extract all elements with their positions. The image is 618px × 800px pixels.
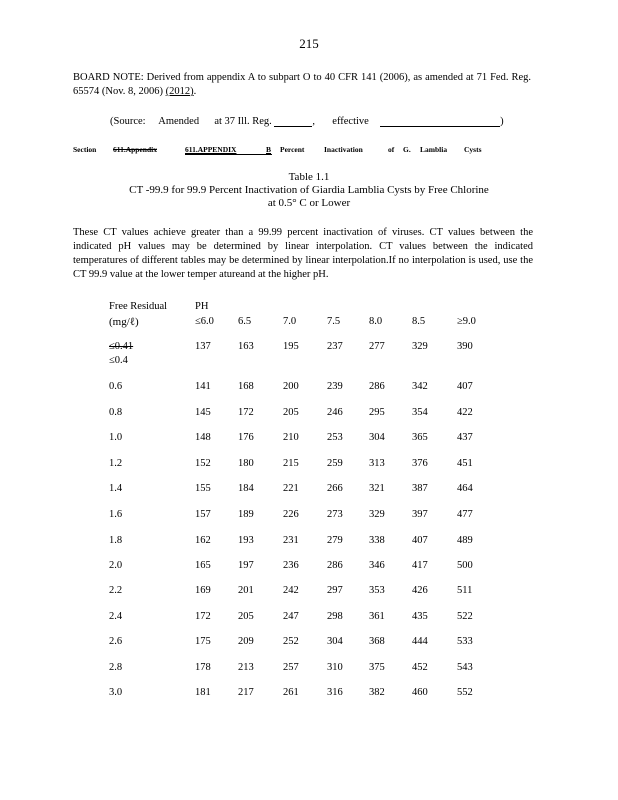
table-cell: 213 [238,662,254,673]
table-cell: 231 [283,535,299,546]
table-condition: at 0.5° C or Lower [267,197,351,209]
table-cell: 417 [412,560,428,571]
board-note-year: (2012) [165,86,194,97]
row-label: 1.2 [109,458,123,469]
register-page-blank [274,115,312,127]
table-cell: 168 [238,381,254,392]
table-cell: 197 [238,560,254,571]
table-cell: 221 [283,483,299,494]
board-note [73,71,531,99]
table-cell: 195 [283,341,299,352]
row-label: 0.8 [109,407,123,418]
table-cell: 181 [195,687,211,698]
row-label: 2.2 [109,585,123,596]
table-cell: 375 [369,662,385,673]
table-cell: 175 [195,636,211,647]
table-cell: 342 [412,381,428,392]
table-cell: 279 [327,535,343,546]
table-cell: 500 [457,560,473,571]
table-cell: 407 [457,381,473,392]
table-cell: 217 [238,687,254,698]
table-cell: 169 [195,585,211,596]
table-cell: 376 [412,458,428,469]
table-cell: 157 [195,509,211,520]
table-cell: 266 [327,483,343,494]
table-cell: 533 [457,636,473,647]
table-cell: 304 [369,432,385,443]
source-comma: , [312,116,316,127]
table-cell: 165 [195,560,211,571]
table-cell: 452 [412,662,428,673]
table-cell: 137 [195,341,211,352]
table-cell: 152 [195,458,211,469]
table-cell: 239 [327,381,343,392]
header-residual: Free Residual [109,301,168,312]
appendix-letter: B [266,145,272,154]
intro-paragraph: These CT values achieve greater than a 99.99 percent inactivation of viruses. CT values between the indicated pH values may be determined by linear interpolation. CT values between the indicated temperatures of different tables may be determined by linear interpolation.If no interpolation is used, use the CT 99.9 value at the lower temper atureand at the higher pH. [73,227,533,280]
table-cell: 286 [369,381,385,392]
table-cell: 316 [327,687,343,698]
table-cell: 298 [327,611,343,622]
row-label: 2.0 [109,560,123,571]
row-label: 1.0 [109,432,123,443]
table-cell: 176 [238,432,254,443]
table-cell: 437 [457,432,473,443]
table-cell: 361 [369,611,385,622]
table-cell: 295 [369,407,385,418]
row-label-old: ≤0.41 [109,341,134,352]
table-title: CT -99.9 for 99.9 Percent Inactivation of Giardia Lamblia Cysts by Free Chlorine [129,184,489,196]
ph-column-header: 7.0 [283,316,297,327]
table-cell: 261 [283,687,299,698]
ph-column-header: 8.0 [369,316,383,327]
row-label: 2.8 [109,662,123,673]
source-amended: Amended [158,116,200,127]
section-inactivation: Inactivation [324,145,363,154]
old-appendix-label: 611.Appendix [113,145,157,154]
table-cell: 273 [327,509,343,520]
section-word: Section [73,145,97,154]
section-cysts: Cysts [464,145,482,154]
table-cell: 313 [369,458,385,469]
table-cell: 489 [457,535,473,546]
table-cell: 543 [457,662,473,673]
source-close: ) [500,116,504,127]
row-label-new: ≤0.4 [109,355,128,366]
table-cell: 277 [369,341,385,352]
table-cell: 242 [283,585,299,596]
row-label: 3.0 [109,687,123,698]
table-cell: 304 [327,636,343,647]
row-label: 2.4 [109,611,123,622]
table-cell: 368 [369,636,385,647]
table-cell: 382 [369,687,385,698]
table-cell: 193 [238,535,254,546]
table-cell: 180 [238,458,254,469]
table-label: Table 1.1 [288,171,330,183]
table-cell: 460 [412,687,428,698]
table-cell: 205 [238,611,254,622]
section-of: of [388,145,395,154]
table-cell: 247 [283,611,299,622]
table-cell: 246 [327,407,343,418]
table-cell: 162 [195,535,211,546]
table-cell: 444 [412,636,428,647]
table-cell: 354 [412,407,428,418]
table-cell: 329 [412,341,428,352]
table-cell: 387 [412,483,428,494]
table-cell: 353 [369,585,385,596]
board-note-end: . [193,86,197,97]
table-cell: 209 [238,636,254,647]
table-cell: 422 [457,407,473,418]
table-cell: 189 [238,509,254,520]
table-cell: 451 [457,458,473,469]
ph-column-header: ≤6.0 [195,316,214,327]
ph-column-header: ≥9.0 [457,316,476,327]
row-label: 1.4 [109,483,123,494]
table-cell: 226 [283,509,299,520]
row-label: 1.6 [109,509,123,520]
header-ph: PH [195,301,209,312]
table-cell: 210 [283,432,299,443]
table-cell: 141 [195,381,211,392]
section-percent: Percent [280,145,305,154]
table-cell: 464 [457,483,473,494]
table-cell: 286 [327,560,343,571]
table-cell: 257 [283,662,299,673]
source-open: (Source: [110,116,146,127]
table-cell: 201 [238,585,254,596]
table-cell: 338 [369,535,385,546]
table-cell: 522 [457,611,473,622]
table-cell: 365 [412,432,428,443]
table-cell: 184 [238,483,254,494]
table-cell: 552 [457,687,473,698]
table-cell: 435 [412,611,428,622]
board-note-text: BOARD NOTE: Derived from appendix A to subpart O to 40 CFR 141 (2006), as amended at 71 Fed. Reg. 65574 (Nov. 8, 2006) [73,72,531,97]
table-cell: 329 [369,509,385,520]
table-cell: 215 [283,458,299,469]
source-register: at 37 Ill. Reg. [214,116,272,127]
ph-column-header: 6.5 [238,316,252,327]
table-cell: 346 [369,560,385,571]
appendix-underline [185,154,272,155]
row-label: 2.6 [109,636,123,647]
table-cell: 200 [283,381,299,392]
ph-column-header: 7.5 [327,316,341,327]
section-g: G. [403,145,411,154]
source-effective: effective [332,116,369,127]
table-cell: 310 [327,662,343,673]
table-cell: 390 [457,341,473,352]
header-unit: (mg/ℓ) [109,316,139,328]
row-label: 0.6 [109,381,123,392]
ph-column-header: 8.5 [412,316,426,327]
table-cell: 259 [327,458,343,469]
table-cell: 148 [195,432,211,443]
new-appendix-label: 611.APPENDIX [185,145,237,154]
section-lamblia: Lamblia [420,145,448,154]
table-cell: 145 [195,407,211,418]
table-cell: 172 [238,407,254,418]
table-cell: 477 [457,509,473,520]
table-cell: 205 [283,407,299,418]
source-line [110,115,504,127]
table-cell: 511 [457,585,473,596]
table-cell: 397 [412,509,428,520]
table-cell: 252 [283,636,299,647]
row-label: 1.8 [109,535,123,546]
table-caption [0,171,618,210]
page-number: 215 [299,36,319,51]
table-cell: 155 [195,483,211,494]
table-cell: 297 [327,585,343,596]
table-cell: 178 [195,662,211,673]
table-cell: 407 [412,535,428,546]
table-cell: 163 [238,341,254,352]
table-cell: 253 [327,432,343,443]
table-cell: 321 [369,483,385,494]
table-cell: 172 [195,611,211,622]
table-cell: 426 [412,585,428,596]
table-cell: 236 [283,560,299,571]
table-cell: 237 [327,341,343,352]
effective-date-blank [380,115,500,127]
